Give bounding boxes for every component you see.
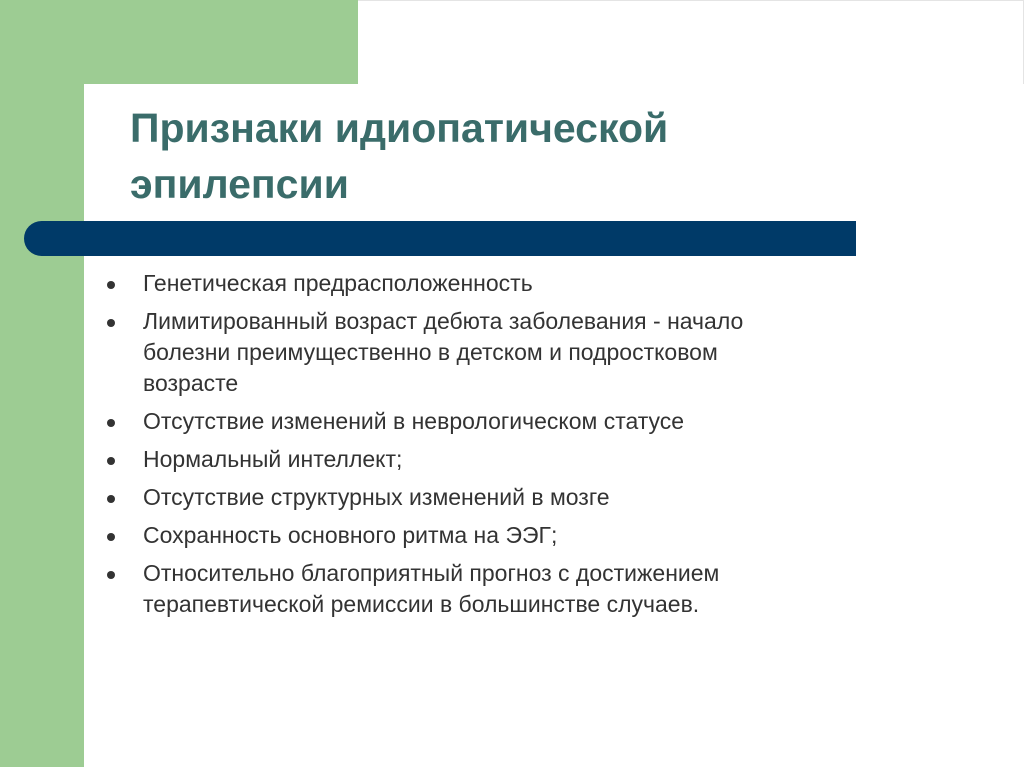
bullet-item — [107, 406, 887, 437]
bullet-item — [107, 520, 887, 551]
bullet-item — [107, 268, 887, 299]
bullet-line: Нормальный интеллект; — [143, 446, 403, 472]
bullet-list — [107, 268, 887, 627]
slide-title — [130, 100, 850, 212]
bullet-item — [107, 558, 887, 620]
bullet-dot-icon — [107, 571, 115, 579]
bullet-line: болезни преимущественно в детском и подростковом — [143, 339, 718, 365]
bullet-text — [143, 558, 719, 620]
bullet-line: Относительно благоприятный прогноз с достижением — [143, 560, 720, 586]
title-underline-bar — [24, 221, 856, 256]
bullet-dot-icon — [107, 495, 115, 503]
bullet-item — [107, 444, 887, 475]
bullet-dot-icon — [107, 281, 115, 289]
bullet-dot-icon — [107, 533, 115, 541]
bullet-line: терапевтической ремиссии в большинстве случаев. — [143, 591, 700, 617]
green-corner-block — [84, 0, 358, 84]
bullet-text — [143, 482, 610, 513]
bullet-text — [143, 520, 557, 551]
bullet-item — [107, 482, 887, 513]
slide-title-line-1: Признаки идиопатической — [130, 105, 669, 151]
bullet-dot-icon — [107, 457, 115, 465]
bullet-line: Отсутствие изменений в неврологическом статусе — [143, 408, 685, 434]
bullet-line: Лимитированный возраст дебюта заболевания - начало — [143, 308, 744, 334]
bullet-line: Сохранность основного ритма на ЭЭГ; — [143, 522, 558, 548]
green-side-strip — [0, 0, 84, 767]
bullet-text — [143, 268, 533, 299]
bullet-dot-icon — [107, 419, 115, 427]
bullet-text — [143, 406, 684, 437]
bullet-dot-icon — [107, 319, 115, 327]
bullet-line: Генетическая предрасположенность — [143, 270, 533, 296]
bullet-item — [107, 306, 887, 399]
bullet-text — [143, 306, 743, 399]
bullet-line: возрасте — [143, 370, 239, 396]
bullet-text — [143, 444, 402, 475]
slide-title-line-2: эпилепсии — [130, 161, 349, 207]
bullet-line: Отсутствие структурных изменений в мозге — [143, 484, 610, 510]
